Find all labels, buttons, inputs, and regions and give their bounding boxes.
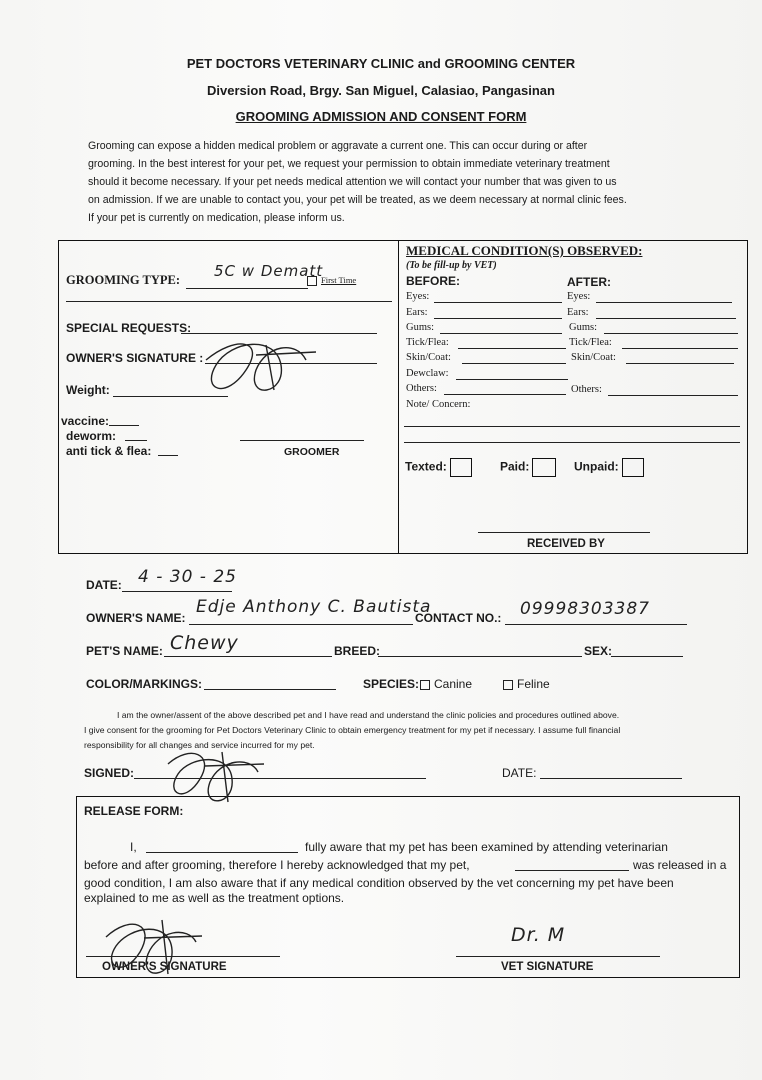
- paid-checkbox[interactable]: [532, 458, 556, 477]
- clinic-name: PET DOCTORS VETERINARY CLINIC and GROOMING CENTER: [186, 56, 576, 71]
- before-skin: Skin/Coat:: [406, 352, 451, 363]
- after-gums: Gums:: [569, 322, 598, 333]
- sex-line: [611, 656, 683, 657]
- release-owner-sig-label: OWNER'S SIGNATURE: [102, 961, 227, 973]
- date-label: DATE:: [86, 578, 122, 592]
- owner-signature-label: OWNER'S SIGNATURE :: [66, 351, 204, 365]
- deworm-line: [125, 440, 147, 441]
- before-ears: Ears:: [406, 307, 428, 318]
- unpaid-checkbox[interactable]: [622, 458, 644, 477]
- special-requests-label: SPECIAL REQUESTS:: [66, 321, 192, 335]
- intro-line: on admission. If we are unable to contact you, your pet will be treated, as we deem necessary at normal clinic fees.: [88, 194, 627, 206]
- after-gums-line: [604, 333, 738, 334]
- consent-line: I am the owner/assent of the above described pet and I have read and understand the clinic policies and procedures outlined above.: [117, 710, 620, 720]
- feline-label: Feline: [517, 677, 550, 691]
- before-eyes: Eyes:: [406, 291, 430, 302]
- breed-line: [378, 656, 582, 657]
- owner-name-value[interactable]: Edje Anthony C. Bautista: [196, 597, 432, 617]
- signed-date-line: [540, 778, 682, 779]
- after-skin-line: [626, 363, 734, 364]
- breed-label: BREED:: [334, 644, 381, 658]
- before-tick: Tick/Flea:: [406, 337, 449, 348]
- before-tick-line: [458, 348, 566, 349]
- grooming-type-extra-line: [66, 301, 392, 302]
- paid-option[interactable]: [500, 458, 556, 477]
- medical-title: MEDICAL CONDITION(S) OBSERVED:: [406, 243, 643, 258]
- grooming-type-label: GROOMING TYPE:: [66, 273, 181, 287]
- grooming-type-value[interactable]: 5C w Dematt: [214, 262, 324, 280]
- after-tick: Tick/Flea:: [569, 337, 612, 348]
- date-line: [122, 591, 232, 592]
- texted-option[interactable]: [405, 458, 472, 477]
- after-label: AFTER:: [567, 275, 611, 289]
- clinic-address: Diversion Road, Brgy. San Miguel, Calasiao, Pangasinan: [207, 83, 555, 98]
- canine-label: Canine: [434, 677, 473, 691]
- species-label: SPECIES:: [363, 677, 420, 691]
- before-dewclaw-line: [456, 379, 568, 380]
- texted-label: Texted:: [405, 459, 447, 474]
- signed-date-label: DATE:: [502, 766, 537, 780]
- texted-checkbox[interactable]: [450, 458, 472, 477]
- color-line: [204, 689, 336, 690]
- intro-line: Grooming can expose a hidden medical problem or aggravate a current one. This can occur during or after: [88, 140, 588, 152]
- release-line4: explained to me as well as the treatment options.: [84, 891, 345, 905]
- paid-label: Paid:: [500, 459, 530, 474]
- feline-checkbox[interactable]: [503, 680, 513, 690]
- intro-line: grooming. In the best interest for your pet, we request your permission to obtain immediate veterinary treatment: [88, 158, 610, 170]
- vaccine-line: [109, 425, 139, 426]
- signed-label: SIGNED:: [84, 766, 135, 780]
- contact-label: CONTACT NO.:: [415, 611, 502, 625]
- weight-label: Weight:: [66, 383, 110, 397]
- box-divider: [398, 241, 399, 553]
- after-others-line: [608, 395, 738, 396]
- vet-sig-line: [456, 956, 660, 957]
- before-gums: Gums:: [406, 322, 435, 333]
- feline-option[interactable]: [503, 677, 550, 691]
- release-i: I,: [130, 840, 137, 854]
- signed-scribble: [160, 744, 270, 816]
- form-title: GROOMING ADMISSION AND CONSENT FORM: [235, 109, 527, 124]
- contact-line: [505, 624, 687, 625]
- grooming-type-line: [186, 288, 308, 289]
- after-ears-line: [596, 318, 736, 319]
- color-label: COLOR/MARKINGS:: [86, 677, 202, 691]
- antitick-line: [158, 455, 178, 456]
- contact-value[interactable]: 09998303387: [520, 599, 650, 619]
- canine-option[interactable]: [420, 677, 472, 691]
- owner-name-label: OWNER'S NAME:: [86, 611, 186, 625]
- after-eyes: Eyes:: [567, 291, 591, 302]
- intro-line: should it become necessary. If your pet needs medical attention we will contact your number that was given to us: [88, 176, 617, 188]
- before-ears-line: [434, 318, 562, 319]
- release-owner-scribble: [96, 912, 206, 990]
- note-concern: Note/ Concern:: [406, 399, 471, 410]
- release-line2-post: was released in a: [633, 858, 727, 872]
- after-eyes-line: [596, 302, 732, 303]
- release-line3: good condition, I am also aware that if any medical condition observed by the vet concerning my pet have been: [84, 876, 674, 890]
- owner-signature-scribble: [196, 330, 326, 404]
- pet-name-value[interactable]: Chewy: [170, 632, 239, 654]
- unpaid-option[interactable]: [574, 458, 644, 477]
- first-time-label: First Time: [321, 275, 357, 285]
- vet-signature-value[interactable]: Dr. M: [511, 924, 566, 946]
- before-eyes-line: [434, 302, 562, 303]
- after-ears: Ears:: [567, 307, 589, 318]
- before-gums-line: [440, 333, 562, 334]
- before-others-line: [444, 394, 566, 395]
- release-line2: before and after grooming, therefore I hereby acknowledged that my pet,: [84, 858, 470, 872]
- release-line1: fully aware that my pet has been examined by attending veterinarian: [305, 840, 668, 854]
- canine-checkbox[interactable]: [420, 680, 430, 690]
- release-pet-line: [515, 870, 629, 871]
- sex-label: SEX:: [584, 644, 613, 658]
- groomer-line: [240, 440, 364, 441]
- after-tick-line: [622, 348, 738, 349]
- unpaid-label: Unpaid:: [574, 459, 619, 474]
- after-others: Others:: [571, 384, 602, 395]
- first-time-checkbox[interactable]: [307, 276, 317, 286]
- after-skin: Skin/Coat:: [571, 352, 616, 363]
- date-value[interactable]: 4 - 30 - 25: [138, 567, 237, 587]
- consent-line: responsibility for all changes and service incurred for my pet.: [84, 740, 315, 750]
- first-time-option[interactable]: [307, 275, 356, 286]
- release-name-line: [146, 852, 298, 853]
- consent-line: I give consent for the grooming for Pet Doctors Veterinary Clinic to obtain emergency treatment for my pet if necessary. I assume full financial: [84, 725, 621, 735]
- pet-name-line: [164, 656, 332, 657]
- owner-name-line: [189, 624, 413, 625]
- received-by-line: [478, 532, 650, 533]
- before-skin-line: [462, 363, 566, 364]
- before-dewclaw: Dewclaw:: [406, 368, 449, 379]
- release-title: RELEASE FORM:: [84, 804, 184, 818]
- medical-subtitle: (To be fill-up by VET): [406, 260, 497, 271]
- vet-sig-label: VET SIGNATURE: [501, 961, 594, 973]
- intro-line: If your pet is currently on medication, please inform us.: [88, 212, 345, 224]
- before-label: BEFORE:: [406, 274, 460, 288]
- vaccine-label: vaccine:: [61, 414, 110, 428]
- deworm-label: deworm:: [66, 429, 117, 443]
- received-by-label: RECEIVED BY: [527, 538, 605, 550]
- groomer-label: GROOMER: [284, 446, 340, 458]
- note-line-1: [404, 426, 740, 427]
- before-others: Others:: [406, 383, 437, 394]
- note-line-2: [404, 442, 740, 443]
- antitick-label: anti tick & flea:: [66, 444, 152, 458]
- pet-name-label: PET'S NAME:: [86, 644, 163, 658]
